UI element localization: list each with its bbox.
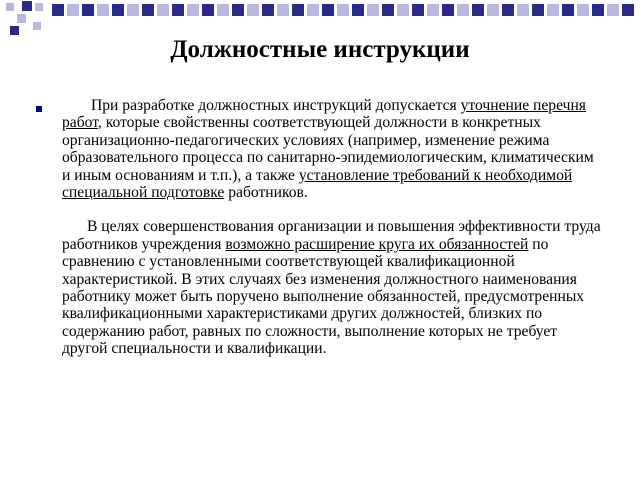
- deco-square: [202, 4, 214, 16]
- deco-square: [322, 4, 334, 16]
- deco-square: [6, 3, 14, 11]
- paragraph-2: [62, 218, 602, 357]
- deco-square: [487, 4, 499, 16]
- deco-square: [112, 4, 124, 16]
- p2-underlined-1: возможно расширение круга их обязанностей: [225, 235, 529, 253]
- p1-underlined-2: установление требований к необходимой специальной подготовке: [62, 166, 573, 202]
- deco-square: [337, 4, 349, 16]
- deco-square: [97, 4, 109, 16]
- paragraph-1: [62, 97, 602, 201]
- p1-text-1: При разработке должностных инструкций допускается: [91, 97, 461, 114]
- bullet-square-icon: [36, 106, 42, 112]
- slide-title: Должностные инструкции: [170, 36, 470, 63]
- deco-square: [33, 22, 41, 30]
- p1-text-2: , которые свойственны соответствующей должности в конкретных организационно-педагогических условиях (например, изменение режима образовательного процесса по санитарно-эпидемиологическим, климатическим и иным основаниям и т.п.), а также: [62, 114, 594, 184]
- deco-square: [442, 4, 454, 16]
- deco-square: [17, 14, 26, 23]
- deco-square: [10, 26, 19, 35]
- deco-square: [172, 4, 184, 16]
- deco-square: [592, 4, 604, 16]
- deco-square: [187, 4, 199, 16]
- deco-square: [67, 4, 79, 16]
- p2-text-2: по сравнению с установленными соответствующей квалификационной характеристикой. В этих случаях без изменения должностного наименования работнику может быть поручено выполнение обязанностей, предусмотренных квалификационными характеристиками других должностей, близких по содержанию работ, равных по сложности, выполнение которых не требует другой специальности и квалификации.: [62, 235, 585, 358]
- deco-square: [547, 4, 559, 16]
- deco-square: [457, 4, 469, 16]
- p1-text-3: работников.: [224, 184, 308, 202]
- deco-square: [307, 4, 319, 16]
- deco-square: [562, 4, 574, 16]
- deco-square: [412, 4, 424, 16]
- deco-square: [142, 4, 154, 16]
- deco-square: [217, 4, 229, 16]
- deco-square: [35, 3, 43, 11]
- deco-square: [262, 4, 274, 16]
- deco-square: [532, 4, 544, 16]
- deco-square: [22, 1, 32, 11]
- deco-square: [232, 4, 244, 16]
- deco-square: [277, 4, 289, 16]
- deco-square: [502, 4, 514, 16]
- deco-square: [517, 4, 529, 16]
- deco-square: [427, 4, 439, 16]
- deco-square: [82, 4, 94, 16]
- deco-square: [127, 4, 139, 16]
- body-text: [62, 97, 602, 358]
- deco-square: [367, 4, 379, 16]
- deco-square: [292, 4, 304, 16]
- deco-square: [397, 4, 409, 16]
- deco-square: [157, 4, 169, 16]
- decorative-square-pattern: [0, 0, 640, 40]
- deco-square: [622, 4, 634, 16]
- deco-square: [352, 4, 364, 16]
- p2-text-1: В целях совершенствования организации и повышения эффективности труда работников учреждения: [62, 218, 601, 253]
- deco-square: [52, 4, 64, 16]
- deco-square: [472, 4, 484, 16]
- deco-square: [247, 4, 259, 16]
- deco-square: [607, 4, 619, 16]
- deco-square: [577, 4, 589, 16]
- p1-underlined-1: уточнение перечня работ: [62, 97, 586, 132]
- deco-square: [382, 4, 394, 16]
